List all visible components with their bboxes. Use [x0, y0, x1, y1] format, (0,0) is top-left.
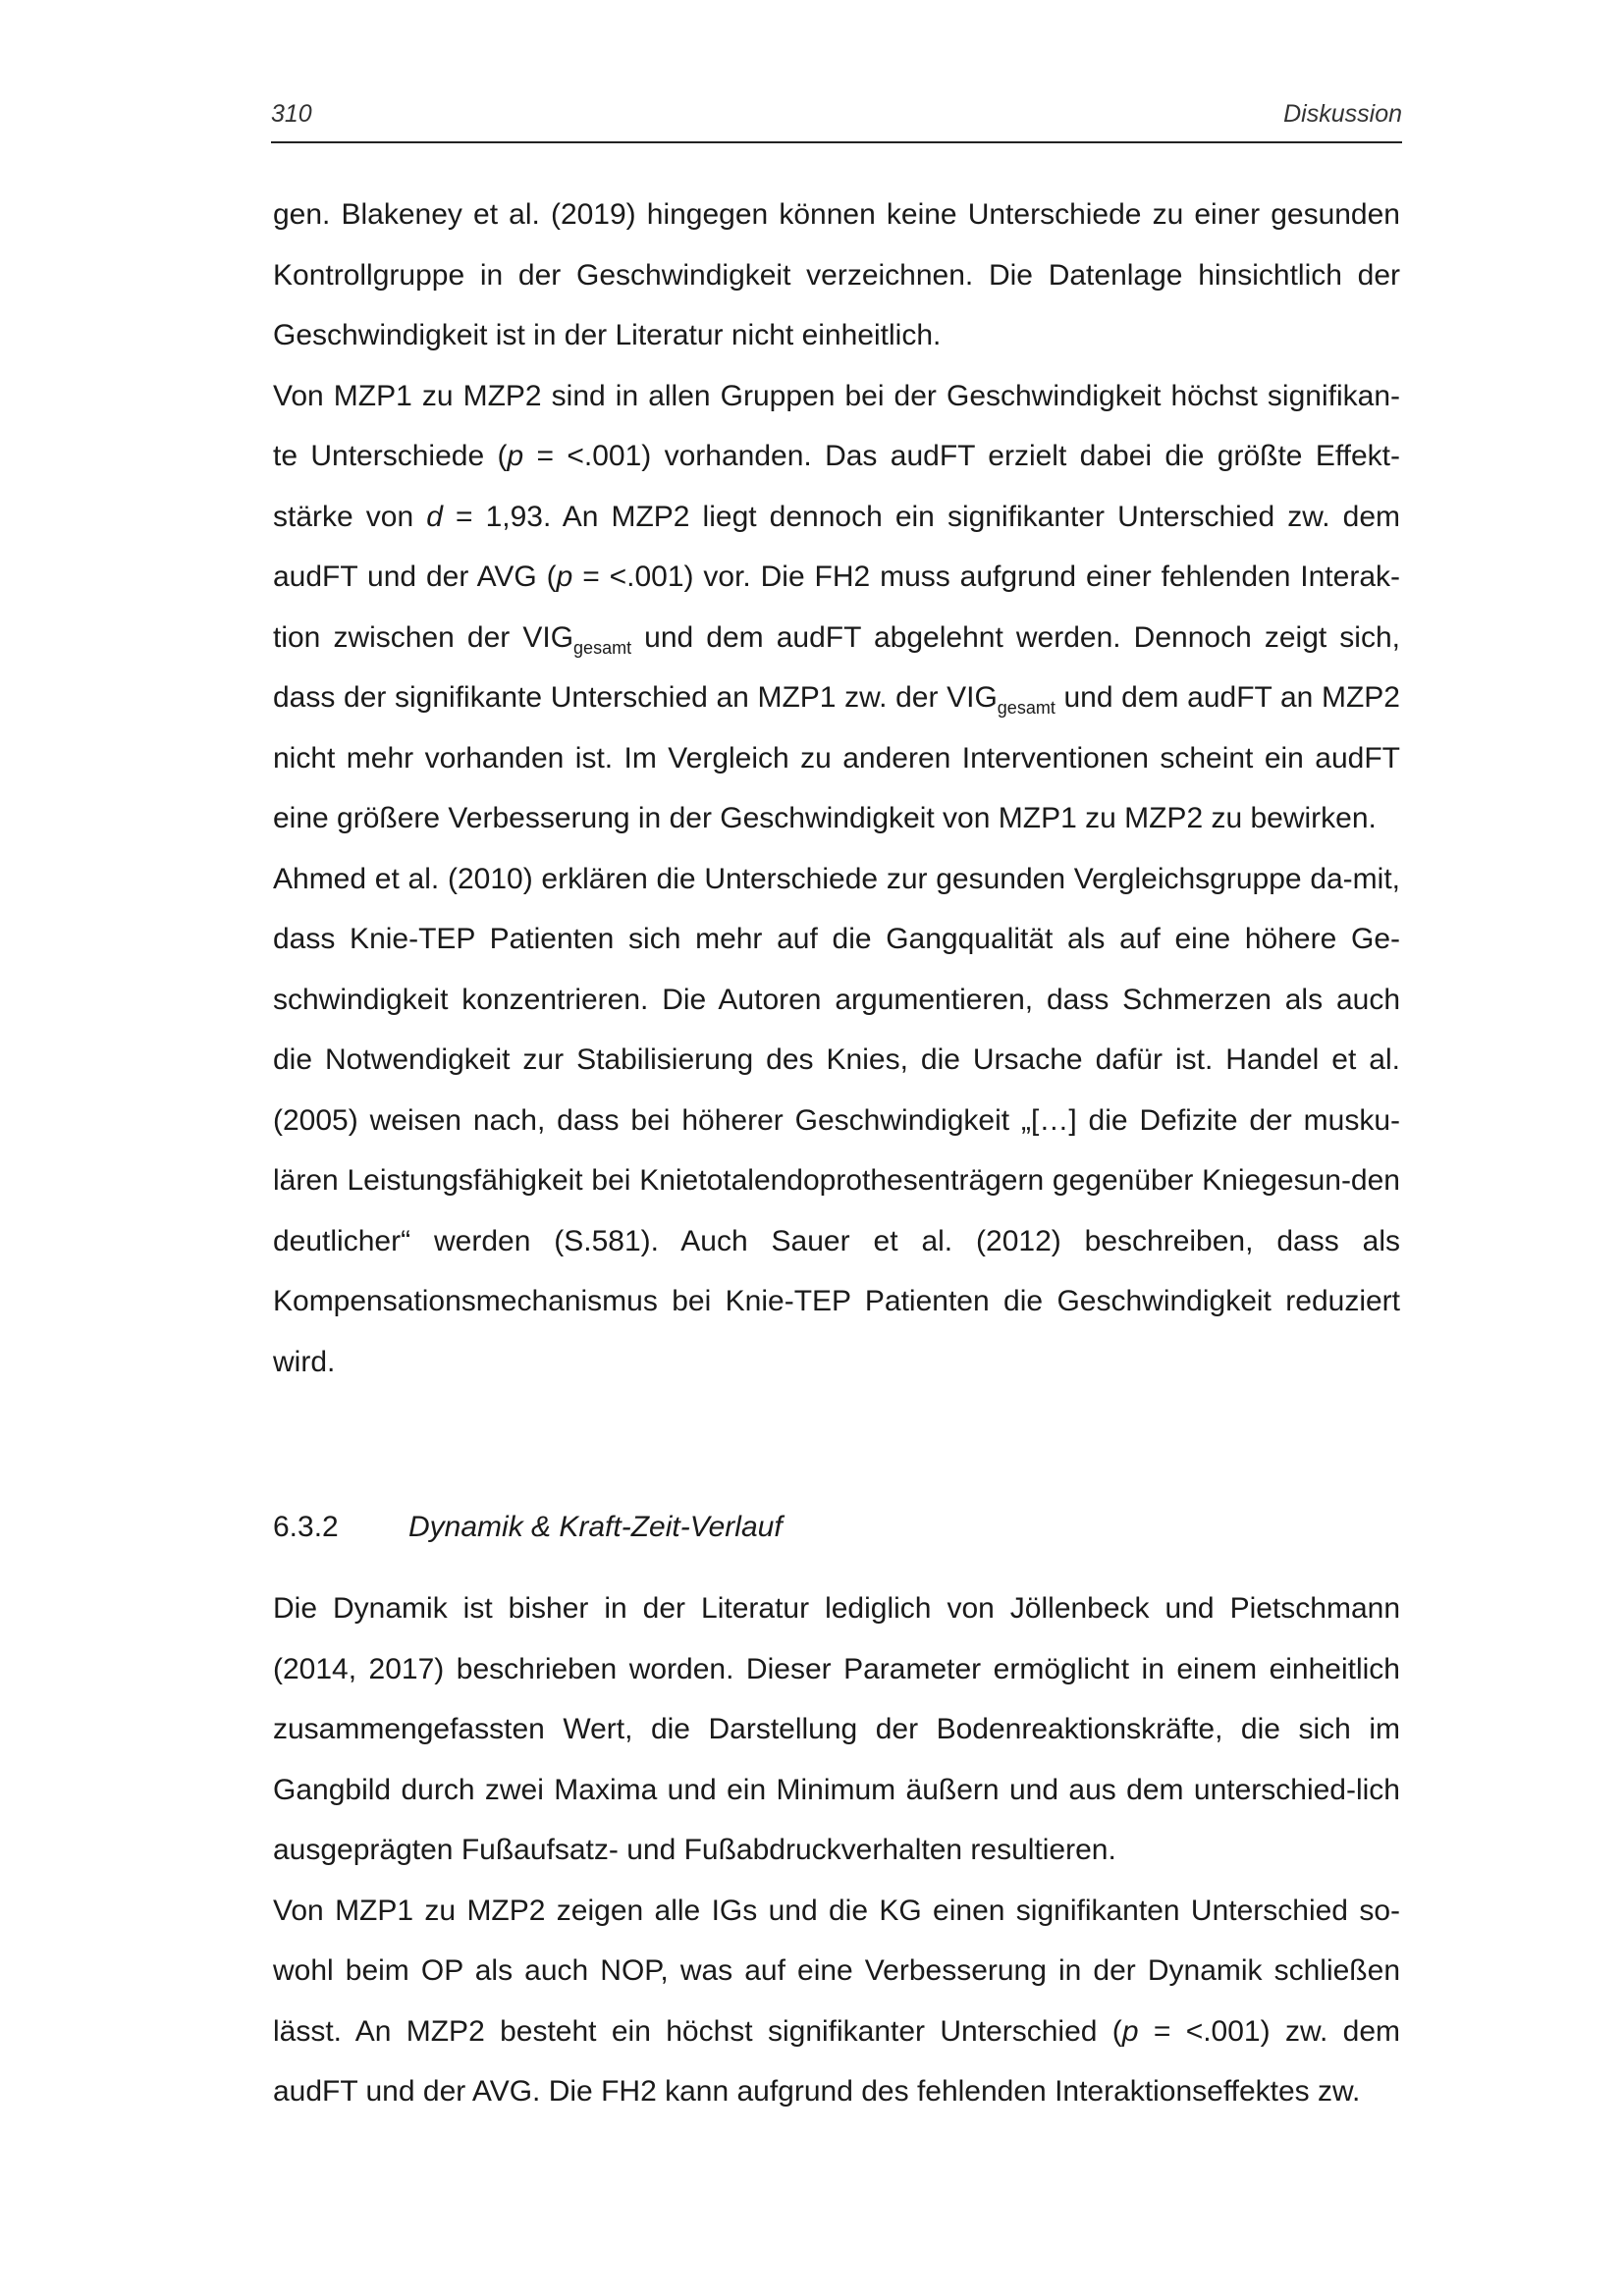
statistic-symbol: p	[556, 561, 573, 593]
section-heading	[273, 1508, 783, 1547]
paragraph	[273, 849, 1400, 1393]
statistic-symbol: p	[507, 440, 524, 472]
subscript: gesamt	[573, 637, 632, 658]
text-run: Von MZP1 zu MZP2 zeigen alle IGs und die KG einen signifikanten Unterschied so-wohl beim OP als auch NOP, was auf eine Verbesserung in der Dynamik schließen lässt. An MZP2 besteht ein höchst signifikanter Unterschied (	[273, 1894, 1400, 2048]
text-run: Ahmed et al. (2010) erklären die Unterschiede zur gesunden Vergleichsgruppe da-mit, dass Knie-TEP Patienten sich mehr auf die Gangqualität als auf eine höhere Ge-schwindigkeit konzentrieren. Die Autoren argumentieren, dass Schmerzen als auch die Notwendigkeit zur Stabilisierung des Knies, die Ursache dafür ist. Handel et al. (2005) weisen nach, dass bei höherer Geschwindigkeit „[…] die Defizite der musku-lären Leistungsfähigkeit bei Knietotalendoprothesenträgern gegenüber Kniegesun-den deutlicher“ werden (S.581). Auch Sauer et al. (2012) beschreiben, dass als Kompensationsmechanismus bei Knie-TEP Patienten die Geschwindigkeit reduziert wird.	[273, 862, 1400, 1378]
subscript: gesamt	[997, 698, 1056, 718]
text-run: = 1,93. An MZP2 liegt dennoch ein signifikanter Unterschied zw. dem audFT und der AVG (	[273, 500, 1401, 593]
text-run: = <.001) vor. Die FH2 muss aufgrund einer fehlenden Interak-tion zwischen der VIG	[273, 561, 1400, 654]
statistic-symbol: d	[426, 500, 443, 533]
text-run: gen. Blakeney et al. (2019) hingegen können keine Unterschiede zu einer gesunden Kontrollgruppe in der Geschwindigkeit verzeichnen. Die Datenlage hinsichtlich der Geschwindigkeit ist in der Literatur nicht einheitlich.	[273, 198, 1400, 351]
paragraph	[273, 1881, 1400, 2122]
paragraph	[273, 185, 1400, 366]
page-header	[271, 94, 1402, 143]
running-title: Diskussion	[1283, 100, 1402, 128]
paragraph	[273, 366, 1400, 849]
page-number: 310	[271, 100, 312, 128]
text-run: Die Dynamik ist bisher in der Literatur lediglich von Jöllenbeck und Pietschmann (2014, 2017) beschrieben worden. Dieser Parameter ermöglicht in einem einheitlich zusammengefassten Wert, die Darstellung der Bodenreaktionskräfte, die sich im Gangbild durch zwei Maxima und ein Minimum äußern und aus dem unterschied-lich ausgeprägten Fußaufsatz- und Fußabdruckverhalten resultieren.	[273, 1592, 1400, 1866]
body-text-block	[273, 185, 1400, 1392]
text-run: = <.001) zw. dem audFT und der AVG. Die FH2 kann aufgrund des fehlenden Interaktionseffektes zw.	[273, 2014, 1400, 2108]
section-title: Dynamik & Kraft-Zeit-Verlauf	[408, 1511, 783, 1543]
text-run: = <.001) vorhanden. Das audFT erzielt dabei die größte Effekt-stärke von	[273, 440, 1400, 533]
text-run: und dem audFT abgelehnt werden. Dennoch zeigt sich, dass der signifikante Unterschied an MZP1 zw. der VIG	[273, 620, 1400, 714]
section-number: 6.3.2	[273, 1511, 339, 1543]
statistic-symbol: p	[1121, 2014, 1139, 2048]
section-text-block	[273, 1578, 1400, 2122]
paragraph	[273, 1578, 1400, 1881]
text-run: und dem audFT an MZP2 nicht mehr vorhanden ist. Im Vergleich zu anderen Interventionen scheint ein audFT eine größere Verbesserung in der Geschwindigkeit von MZP1 zu MZP2 zu bewirken.	[273, 681, 1400, 834]
text-run: Von MZP1 zu MZP2 sind in allen Gruppen bei der Geschwindigkeit höchst signifikan-te Unterschiede (	[273, 379, 1400, 472]
